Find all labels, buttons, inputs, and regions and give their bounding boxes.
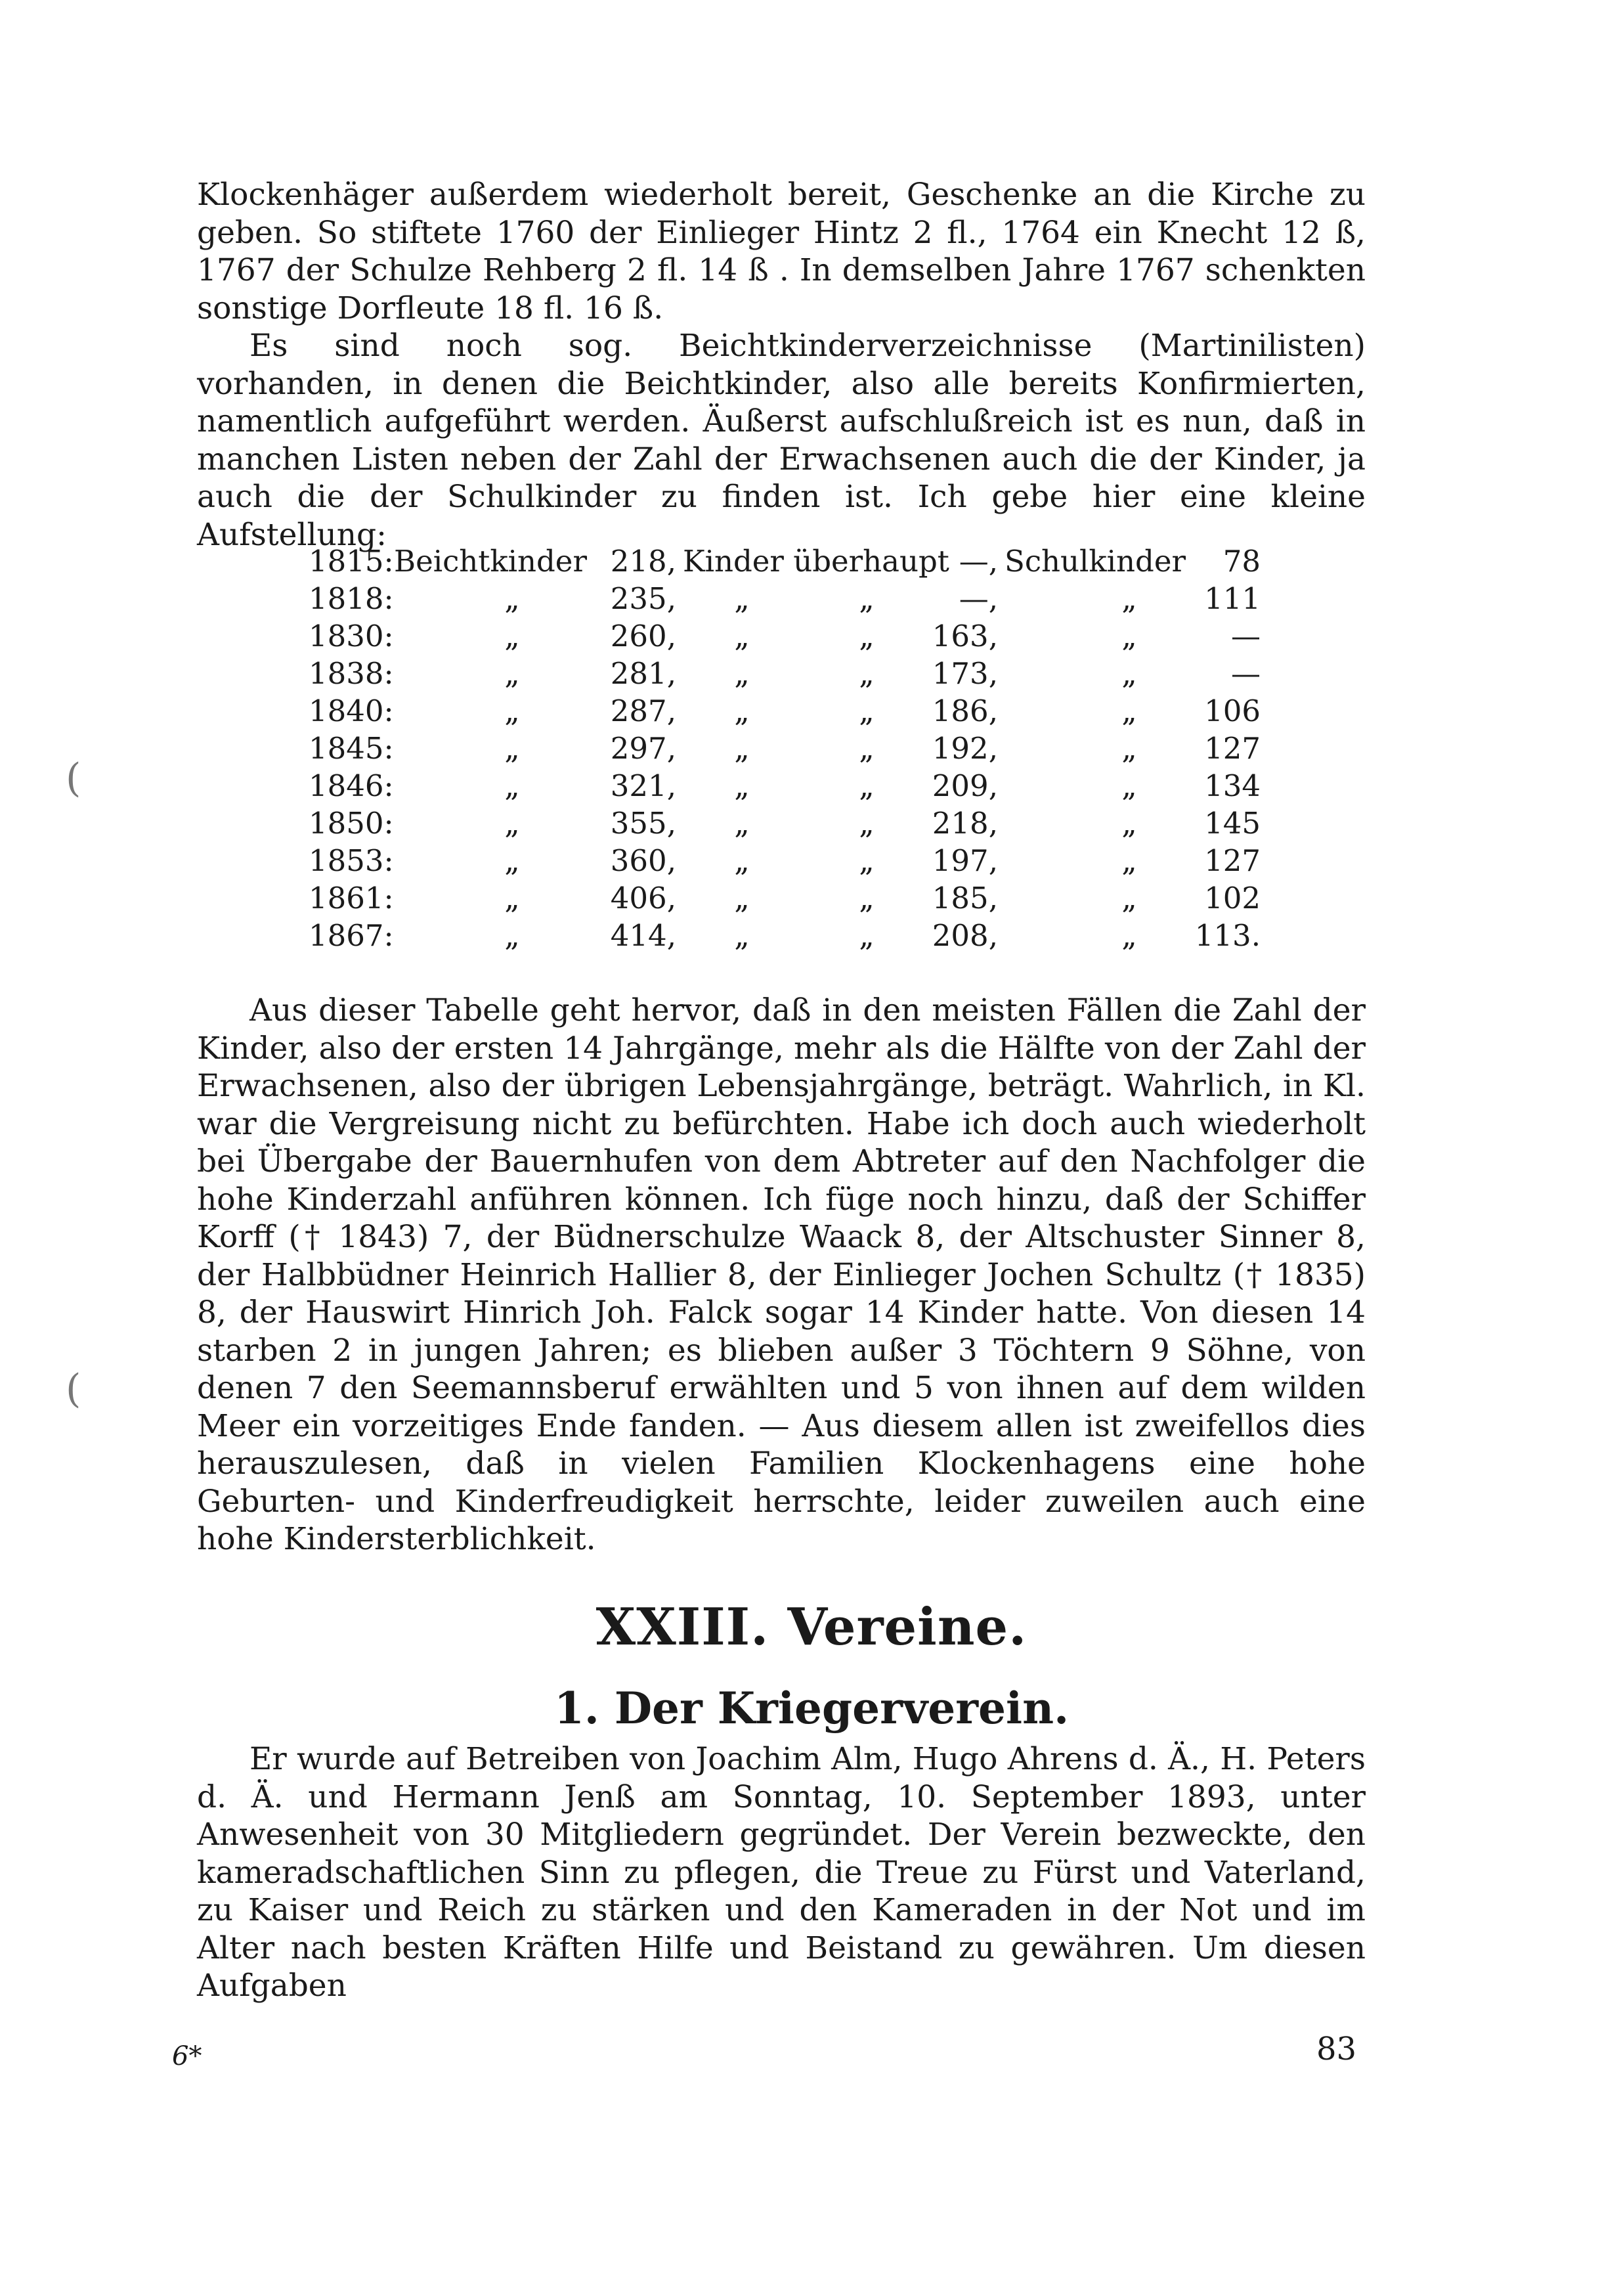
table-year: 1830: (309, 619, 394, 653)
table-row (309, 768, 1280, 806)
table-kinder-value: 197, (932, 843, 998, 878)
table-body (309, 581, 1280, 956)
table-year: 1850: (309, 806, 394, 841)
ditto-mark: „ (504, 843, 520, 878)
table-beicht-value: 235, (610, 581, 676, 616)
ditto-mark: „ (504, 918, 520, 953)
ditto-mark: „ (859, 656, 875, 691)
table-row (309, 694, 1280, 731)
ditto-mark: „ (859, 918, 875, 953)
table-kinder-value: 163, (932, 619, 998, 653)
table-kinder-value: 209, (932, 768, 998, 803)
table-beicht-value: 355, (610, 806, 676, 841)
table-schul-value: 111 (1204, 581, 1261, 616)
table-schul-value: 134 (1204, 768, 1261, 803)
ditto-mark: „ (1121, 768, 1137, 803)
ditto-mark: „ (734, 881, 750, 916)
ditto-mark: „ (1121, 918, 1137, 953)
table-year: 1846: (309, 768, 394, 803)
ditto-mark: „ (1121, 843, 1137, 878)
table-kinder-value: 173, (932, 656, 998, 691)
table-schul-value: 127 (1204, 731, 1261, 766)
table-schul-value: — (1231, 619, 1261, 653)
table-beicht-value: 281, (610, 656, 676, 691)
ditto-mark: „ (734, 768, 750, 803)
ditto-mark: „ (1121, 581, 1137, 616)
table-beicht-value: 414, (610, 918, 676, 953)
paragraph-beichtkinder: Es sind noch sog. Beichtkinderverzeichnisse (Martinilisten) vorhanden, in denen die Beichtkinder, also alle bereits Konfirmierten, namentlich aufgeführt werden. Äußerst aufschlußreich ist es nun, daß in manchen Listen neben der Zahl der Erwachsenen auch die der Kinder, ja auch die der Schulkinder zu finden ist. Ich gebe hier eine kleine Aufstellung: (197, 328, 1366, 553)
table-row (309, 656, 1280, 694)
body-text-analysis (197, 992, 1366, 1558)
table-kinder-value: 192, (932, 731, 998, 766)
ditto-mark: „ (859, 581, 875, 616)
ditto-mark: „ (1121, 731, 1137, 766)
ditto-mark: „ (1121, 806, 1137, 841)
table-year: 1838: (309, 656, 394, 691)
ditto-mark: „ (734, 731, 750, 766)
table-row (309, 918, 1280, 956)
ditto-mark: „ (734, 806, 750, 841)
table-kinder-value: 218, (932, 806, 998, 841)
ditto-mark: „ (734, 918, 750, 953)
table-kinder-value: 208, (932, 918, 998, 953)
table-row (309, 843, 1280, 881)
ditto-mark: „ (504, 731, 520, 766)
ditto-mark: „ (504, 694, 520, 728)
table-beicht-value: 297, (610, 731, 676, 766)
table-year: 1840: (309, 694, 394, 728)
ditto-mark: „ (859, 881, 875, 916)
table-schul-value: 127 (1204, 843, 1261, 878)
table-row (309, 619, 1280, 656)
table-row-header (309, 544, 1280, 581)
body-text-top (197, 176, 1366, 554)
table-year: 1845: (309, 731, 394, 766)
table-row (309, 731, 1280, 768)
table-schul-value: 106 (1204, 694, 1261, 728)
table-year: 1853: (309, 843, 394, 878)
ditto-mark: „ (504, 768, 520, 803)
table-schul-value: 78 (1223, 544, 1261, 579)
table-row (309, 806, 1280, 843)
table-schul-value: 102 (1204, 881, 1261, 916)
paragraph-kriegerverein: Er wurde auf Betreiben von Joachim Alm, Hugo Ahrens d. Ä., H. Peters d. Ä. und Hermann Jenß am Sonntag, 10. September 1893, unter Anwesenheit von 30 Mitgliedern gegründet. Der Verein bezweckte, den kameradschaftlichen Sinn zu pflegen, die Treue zu Fürst und Vaterland, zu Kaiser und Reich zu stärken und den Kameraden in der Not und im Alter nach besten Kräften Hilfe und Beistand zu gewähren. Um diesen Aufgaben (197, 1741, 1366, 2004)
ditto-mark: „ (504, 656, 520, 691)
paragraph-analysis: Aus dieser Tabelle geht hervor, daß in den meisten Fällen die Zahl der Kinder, also der ersten 14 Jahrgänge, mehr als die Hälfte von der Zahl der Erwachsenen, also der übrigen Lebensjahrgänge, beträgt. Wahrlich, in Kl. war die Vergreisung nicht zu befürchten. Habe ich doch auch wiederholt bei Übergabe der Bauernhufen von dem Abtreter auf den Nachfolger die hohe Kinderzahl anführen können. Ich füge noch hinzu, daß der Schiffer Korff († 1843) 7, der Büdnerschulze Waack 8, der Altschuster Sinner 8, der Halbbüdner Heinrich Hallier 8, der Einlieger Jochen Schultz († 1835) 8, der Hauswirt Hinrich Joh. Falck sogar 14 Kinder hatte. Von diesen 14 starben 2 in jungen Jahren; es blieben außer 3 Töchtern 9 Söhne, von denen 7 den Seemannsberuf erwählten und 5 von ihnen auf dem wilden Meer ein vorzeitiges Ende fanden. — Aus diesem allen ist zweifellos dies herauszulesen, daß in vielen Familien Klockenhagens eine hohe Geburten- und Kinderfreudigkeit herrschte, leider zuweilen auch eine hohe Kindersterblichkeit. (197, 992, 1366, 1557)
table-beicht-value: 218, (610, 544, 676, 579)
beichtkinder-table (309, 544, 1280, 956)
body-text-kriegerverein (197, 1740, 1366, 2005)
label-schulkinder: Schulkinder (1005, 544, 1186, 579)
table-row (309, 881, 1280, 918)
ditto-mark: „ (734, 694, 750, 728)
table-kinder-value: 186, (932, 694, 998, 728)
paragraph-gifts: Klockenhäger außerdem wiederholt bereit, Geschenke an die Kirche zu geben. So stiftete 1760 der Einlieger Hintz 2 fl., 1764 ein Knecht 12 ß, 1767 der Schulze Rehberg 2 fl. 14 ß . In demselben Jahre 1767 schenkten sonstige Dorfleute 18 fl. 16 ß. (197, 177, 1366, 326)
table-year: 1815: (309, 544, 394, 579)
margin-mark: ( (66, 755, 81, 801)
table-beicht-value: 360, (610, 843, 676, 878)
table-year: 1867: (309, 918, 394, 953)
margin-mark: ( (66, 1366, 81, 1412)
ditto-mark: „ (859, 619, 875, 653)
label-beichtkinder: Beichtkinder (394, 544, 587, 579)
ditto-mark: „ (734, 581, 750, 616)
section-title: 1. Der Kriegerverein. (553, 1683, 1070, 1734)
table-beicht-value: 260, (610, 619, 676, 653)
ditto-mark: „ (734, 619, 750, 653)
table-kinder-value: —, (959, 544, 998, 579)
ditto-mark: „ (1121, 881, 1137, 916)
ditto-mark: „ (1121, 656, 1137, 691)
ditto-mark: „ (504, 581, 520, 616)
chapter-title: XXIII. Vereine. (595, 1597, 1028, 1657)
table-row (309, 581, 1280, 619)
table-kinder-value: 185, (932, 881, 998, 916)
table-year: 1861: (309, 881, 394, 916)
ditto-mark: „ (504, 881, 520, 916)
label-kinder-ueberhaupt: Kinder überhaupt (683, 544, 949, 579)
table-beicht-value: 287, (610, 694, 676, 728)
ditto-mark: „ (859, 731, 875, 766)
table-beicht-value: 321, (610, 768, 676, 803)
table-kinder-value: —, (959, 581, 998, 616)
ditto-mark: „ (734, 656, 750, 691)
table-schul-value: 113. (1194, 918, 1261, 953)
ditto-mark: „ (734, 843, 750, 878)
ditto-mark: „ (504, 619, 520, 653)
table-schul-value: — (1231, 656, 1261, 691)
ditto-mark: „ (504, 806, 520, 841)
table-year: 1818: (309, 581, 394, 616)
ditto-mark: „ (859, 768, 875, 803)
table-beicht-value: 406, (610, 881, 676, 916)
ditto-mark: „ (859, 806, 875, 841)
ditto-mark: „ (1121, 694, 1137, 728)
signature-mark: 6* (172, 2041, 202, 2071)
ditto-mark: „ (859, 694, 875, 728)
ditto-mark: „ (859, 843, 875, 878)
page-number: 83 (1316, 2031, 1357, 2067)
ditto-mark: „ (1121, 619, 1137, 653)
table-schul-value: 145 (1204, 806, 1261, 841)
